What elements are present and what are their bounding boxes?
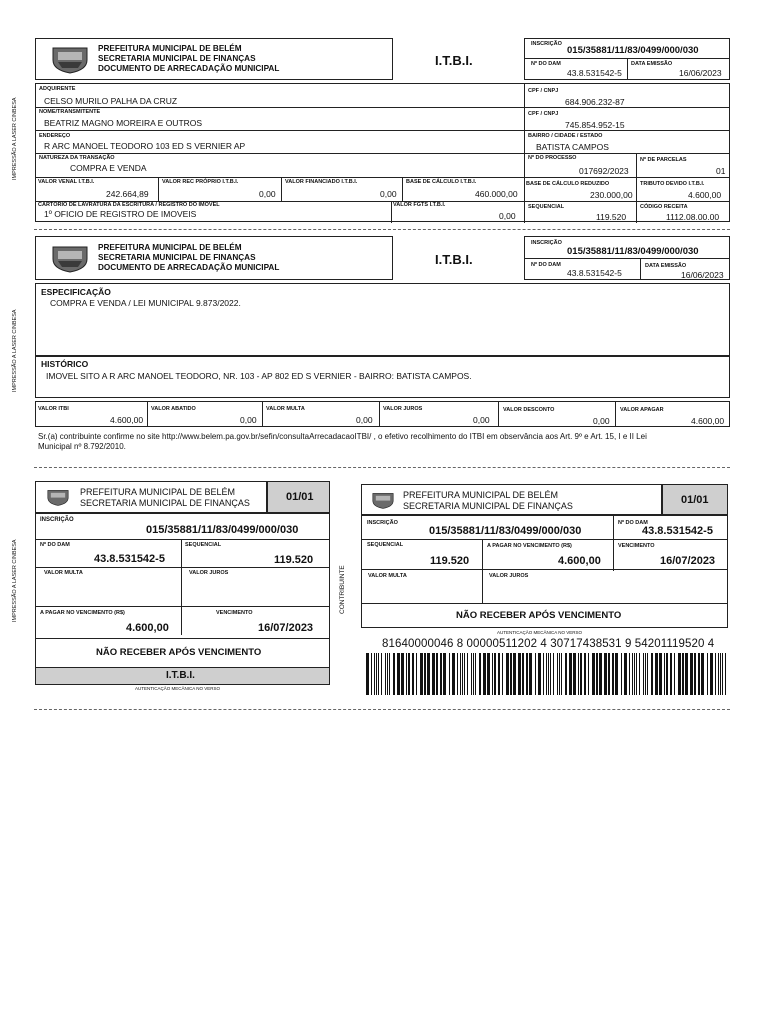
a-pagar-label: A PAGAR NO VENCIMENTO (R$) — [487, 543, 572, 549]
valor-fin-label: VALOR FINANCIADO I.T.B.I. — [285, 179, 358, 185]
header-line1: PREFEITURA MUNICIPAL DE BELÉM — [98, 243, 242, 252]
cpf-label: CPF / CNPJ — [528, 111, 559, 117]
tributo-value: 4.600,00 — [688, 190, 722, 200]
fgts-value: 0,00 — [499, 211, 516, 221]
stub-line1: PREFEITURA MUNICIPAL DE BELÉM — [80, 487, 236, 497]
valor-rec-label: VALOR REC PRÓPRIO I.T.B.I. — [162, 179, 239, 185]
vencimento-label: VENCIMENTO — [618, 543, 655, 549]
inscricao-label: INSCRIÇÃO — [367, 520, 398, 526]
sequencial-value: 119.520 — [596, 212, 627, 222]
stub-header-right — [361, 484, 662, 515]
valor-multa-value: 0,00 — [356, 415, 373, 425]
valor-multa-label: VALOR MULTA — [44, 570, 83, 576]
especificacao-value: COMPRA E VENDA / LEI MUNICIPAL 9.873/2022. — [50, 298, 241, 308]
historico-value: IMOVEL SITO A R ARC MANOEL TEODORO, NR. 103 - AP 802 ED S VERNIER - BAIRRO: BATISTA CAMPOS. — [46, 371, 472, 381]
valores-row — [35, 401, 730, 427]
valor-juros-label: VALOR JUROS — [383, 406, 423, 412]
parcela-box — [662, 484, 728, 515]
cartorio-label: CARTÓRIO DE LAVRATURA DA ESCRITURA / REGISTRO DO IMÓVEL — [38, 202, 220, 208]
inscricao-value: 015/35881/11/83/0499/000/030 — [567, 246, 699, 257]
stub-body-left — [35, 513, 330, 685]
bairro-label: BAIRRO / CIDADE / ESTADO — [528, 133, 603, 139]
processo-label: Nº DO PROCESSO — [528, 155, 577, 161]
data-emissao-value: 16/06/2023 — [681, 270, 724, 280]
inscricao-label: INSCRIÇÃO — [531, 240, 562, 246]
fgts-label: VALOR FGTS I.T.B.I. — [393, 202, 446, 208]
valor-multa-label: VALOR MULTA — [266, 406, 305, 412]
parcela-box — [267, 481, 330, 513]
valor-apagar-value: 4.600,00 — [691, 416, 725, 426]
inscricao-value: 015/35881/11/83/0499/000/030 — [567, 45, 699, 56]
historico-box — [35, 356, 730, 398]
valor-abatido-value: 0,00 — [240, 415, 257, 425]
header-line3: DOCUMENTO DE ARRECADAÇÃO MUNICIPAL — [98, 64, 280, 73]
dam-label: Nº DO DAM — [618, 520, 648, 526]
side-label: IMPRESSÃO A LASER CINBESA — [12, 539, 18, 622]
cpf-adquirente-value: 684.906.232-87 — [565, 97, 625, 107]
parcela-value: 01/01 — [681, 494, 709, 506]
valor-juros-value: 0,00 — [473, 415, 490, 425]
notice-line2: Municipal nº 8.792/2010. — [38, 442, 126, 451]
a-pagar-value: 4.600,00 — [558, 555, 601, 567]
header-line3: DOCUMENTO DE ARRECADAÇÃO MUNICIPAL — [98, 263, 280, 272]
header-box — [35, 236, 393, 280]
especificacao-box — [35, 283, 730, 356]
transmitente-label: NOME/TRANSMITENTE — [39, 109, 101, 115]
contribuinte-label: CONTRIBUINTE — [339, 565, 346, 614]
cut-line — [34, 229, 730, 230]
data-emissao-value: 16/06/2023 — [679, 68, 722, 78]
valor-desconto-value: 0,00 — [593, 416, 610, 426]
codigo-receita-label: CÓDIGO RECEITA — [640, 204, 688, 210]
barcode-icon — [366, 653, 728, 695]
inscricao-value: 015/35881/11/83/0499/000/030 — [146, 524, 299, 536]
autenticacao-left: AUTENTICAÇÃO MECÂNICA NO VERSO — [135, 686, 221, 691]
autenticacao-right: AUTENTICAÇÃO MECÂNICA NO VERSO — [497, 630, 583, 635]
cartorio-value: 1º OFICIO DE REGISTRO DE IMOVEIS — [44, 209, 197, 219]
parcelas-label: Nº DE PARCELAS — [640, 157, 687, 163]
endereco-label: ENDEREÇO — [39, 133, 71, 139]
dam-value: 43.8.531542-5 — [567, 68, 622, 78]
bairro-value: BATISTA CAMPOS — [536, 142, 609, 152]
vencimento-value: 16/07/2023 — [660, 555, 716, 567]
itbi-bar — [36, 668, 329, 684]
data-emissao-label: DATA EMISSÃO — [645, 263, 687, 269]
dam-value: 43.8.531542-5 — [94, 553, 165, 565]
stub-line1: PREFEITURA MUNICIPAL DE BELÉM — [403, 490, 559, 500]
barcode-number: 81640000046 8 00000511202 4 30717438531 9 54201119520 4 — [382, 638, 715, 650]
valor-desconto-label: VALOR DESCONTO — [503, 407, 555, 413]
sequencial-value: 119.520 — [274, 554, 314, 566]
a-pagar-label: A PAGAR NO VENCIMENTO (R$) — [40, 610, 125, 616]
historico-label: HISTÓRICO — [41, 359, 89, 369]
itbi-title: I.T.B.I. — [435, 252, 473, 267]
stub-header-left — [35, 481, 267, 513]
itbi-footer: I.T.B.I. — [166, 670, 195, 681]
stub-line2: SECRETARIA MUNICIPAL DE FINANÇAS — [80, 498, 250, 508]
parcelas-value: 01 — [716, 166, 726, 176]
inscricao-box — [524, 38, 730, 80]
valor-juros-label: VALOR JUROS — [489, 573, 529, 579]
codigo-receita-value: 1112.08.00.00 — [666, 212, 720, 222]
valor-juros-label: VALOR JUROS — [189, 570, 229, 576]
nao-receber: NÃO RECEBER APÓS VENCIMENTO — [96, 647, 262, 658]
valor-venal-label: VALOR VENAL I.T.B.I. — [38, 179, 95, 185]
base-calc-value: 460.000,00 — [475, 189, 518, 199]
inscricao-label: INSCRIÇÃO — [40, 517, 74, 523]
valor-itbi-label: VALOR ITBI — [38, 406, 69, 412]
city-crest-icon — [371, 488, 395, 512]
valor-venal-value: 242.664,89 — [106, 189, 149, 199]
valor-fin-value: 0,00 — [380, 189, 397, 199]
parcela-value: 01/01 — [286, 491, 314, 503]
city-crest-icon — [50, 243, 90, 273]
base-red-label: BASE DE CÁLCULO REDUZIDO — [526, 181, 610, 187]
natureza-value: COMPRA E VENDA — [70, 163, 147, 173]
data-emissao-label: DATA EMISSÃO — [631, 61, 673, 67]
endereco-value: R ARC MANOEL TEODORO 103 ED S VERNIER AP — [44, 141, 246, 151]
vencimento-label: VENCIMENTO — [216, 610, 253, 616]
stub-line2: SECRETARIA MUNICIPAL DE FINANÇAS — [403, 501, 573, 511]
city-crest-icon — [46, 485, 70, 509]
especificacao-label: ESPECIFICAÇÃO — [41, 287, 111, 297]
adquirente-label: ADQUIRENTE — [39, 86, 76, 92]
header-line2: SECRETARIA MUNICIPAL DE FINANÇAS — [98, 54, 256, 63]
a-pagar-value: 4.600,00 — [126, 622, 169, 634]
taxpayer-grid — [35, 83, 730, 222]
sequencial-value: 119.520 — [430, 555, 470, 567]
sequencial-label: SEQUENCIAL — [185, 542, 222, 548]
dam-label: Nº DO DAM — [531, 262, 561, 268]
dam-value: 43.8.531542-5 — [642, 525, 713, 537]
inscricao-box — [524, 236, 730, 280]
valor-rec-value: 0,00 — [259, 189, 276, 199]
valor-abatido-label: VALOR ABATIDO — [151, 406, 196, 412]
side-label: IMPRESSÃO A LASER CINBESA — [12, 309, 18, 392]
natureza-label: NATUREZA DA TRANSAÇÃO — [39, 155, 115, 161]
cut-line — [34, 467, 730, 468]
side-label: IMPRESSÃO A LASER CINBESA — [12, 97, 18, 180]
valor-itbi-value: 4.600,00 — [110, 415, 144, 425]
valor-multa-label: VALOR MULTA — [368, 573, 407, 579]
base-calc-label: BASE DE CÁLCULO I.T.B.I. — [406, 179, 477, 185]
adquirente-value: CELSO MURILO PALHA DA CRUZ — [44, 96, 178, 106]
cpf-transmitente-value: 745.854.952-15 — [565, 120, 625, 130]
valor-apagar-label: VALOR APAGAR — [620, 407, 664, 413]
dam-label: Nº DO DAM — [40, 542, 70, 548]
dam-label: Nº DO DAM — [531, 61, 561, 67]
notice-line1: Sr.(a) contribuinte confirme no site http://www.belem.pa.gov.br/sefin/consultaArrecadacaoITBI/ , o efetivo recolhimento do ITBI em observância aos Art. 9º e Art. 15, I e II Lei — [38, 432, 647, 441]
header-line1: PREFEITURA MUNICIPAL DE BELÉM — [98, 44, 242, 53]
vencimento-value: 16/07/2023 — [258, 622, 314, 634]
itbi-title: I.T.B.I. — [435, 53, 473, 68]
inscricao-label: INSCRIÇÃO — [531, 41, 562, 47]
inscricao-value: 015/35881/11/83/0499/000/030 — [429, 525, 582, 537]
base-red-value: 230.000,00 — [590, 190, 633, 200]
tributo-label: TRIBUTO DEVIDO I.T.B.I. — [640, 181, 705, 187]
stub-body-right — [361, 515, 728, 628]
header-box — [35, 38, 393, 80]
sequencial-label: SEQUENCIAL — [528, 204, 565, 210]
processo-value: 017692/2023 — [579, 166, 629, 176]
cut-line — [34, 709, 730, 710]
cpf-label: CPF / CNPJ — [528, 88, 559, 94]
sequencial-label: SEQUENCIAL — [367, 542, 404, 548]
transmitente-value: BEATRIZ MAGNO MOREIRA E OUTROS — [44, 118, 203, 128]
nao-receber: NÃO RECEBER APÓS VENCIMENTO — [456, 610, 622, 621]
dam-value: 43.8.531542-5 — [567, 268, 622, 278]
header-line2: SECRETARIA MUNICIPAL DE FINANÇAS — [98, 253, 256, 262]
city-crest-icon — [50, 44, 90, 74]
